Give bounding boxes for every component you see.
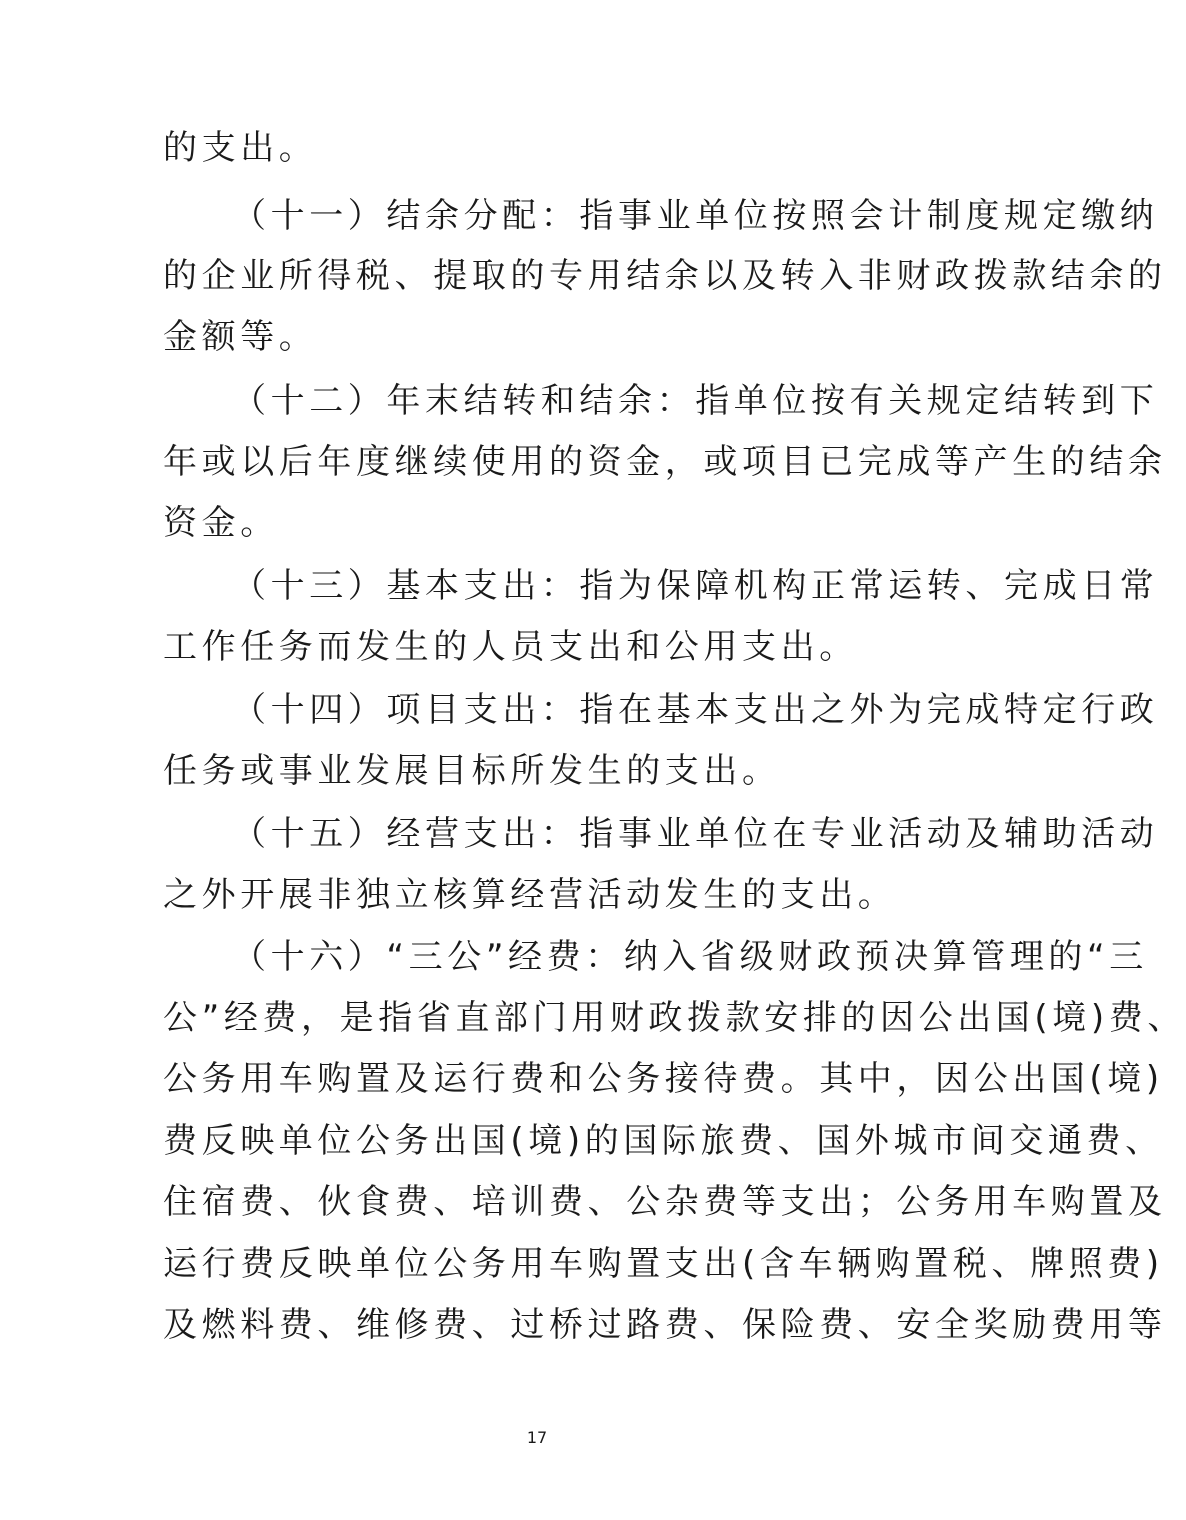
text-line: （十二）年末结转和结余：指单位按有关规定结转到下 [232, 381, 1159, 421]
text-line: 年或以后年度继续使用的资金，或项目已完成等产生的结余 [163, 442, 1167, 482]
text-line: （十三）基本支出：指为保障机构正常运转、完成日常 [232, 566, 1159, 606]
text-line: 的支出。 [163, 128, 318, 168]
text-line: 任务或事业发展目标所发生的支出。 [163, 751, 781, 791]
text-line: 工作任务而发生的人员支出和公用支出。 [163, 627, 858, 667]
text-line: 及燃料费、维修费、过桥过路费、保险费、安全奖励费用等 [163, 1305, 1167, 1345]
text-line: 资金。 [163, 503, 279, 543]
text-line: （十六）“三公”经费：纳入省级财政预决算管理的“三 [232, 937, 1148, 977]
text-line: 费反映单位公务出国(境)的国际旅费、国外城市间交通费、 [163, 1121, 1164, 1161]
text-line: 运行费反映单位公务用车购置支出(含车辆购置税、牌照费) [163, 1244, 1164, 1284]
text-line: 公”经费，是指省直部门用财政拨款安排的因公出国(境)费、 [163, 998, 1186, 1038]
text-line: 公务用车购置及运行费和公务接待费。其中，因公出国(境) [163, 1059, 1164, 1099]
text-line: 的企业所得税、提取的专用结余以及转入非财政拨款结余的 [163, 256, 1167, 296]
page-number: 17 [526, 1428, 548, 1447]
text-line: 金额等。 [163, 317, 318, 357]
text-line: （十一）结余分配：指事业单位按照会计制度规定缴纳 [232, 196, 1159, 236]
text-line: （十四）项目支出：指在基本支出之外为完成特定行政 [232, 690, 1159, 730]
text-line: 之外开展非独立核算经营活动发生的支出。 [163, 875, 897, 915]
text-line: （十五）经营支出：指事业单位在专业活动及辅助活动 [232, 814, 1159, 854]
text-line: 住宿费、伙食费、培训费、公杂费等支出；公务用车购置及 [163, 1182, 1167, 1222]
